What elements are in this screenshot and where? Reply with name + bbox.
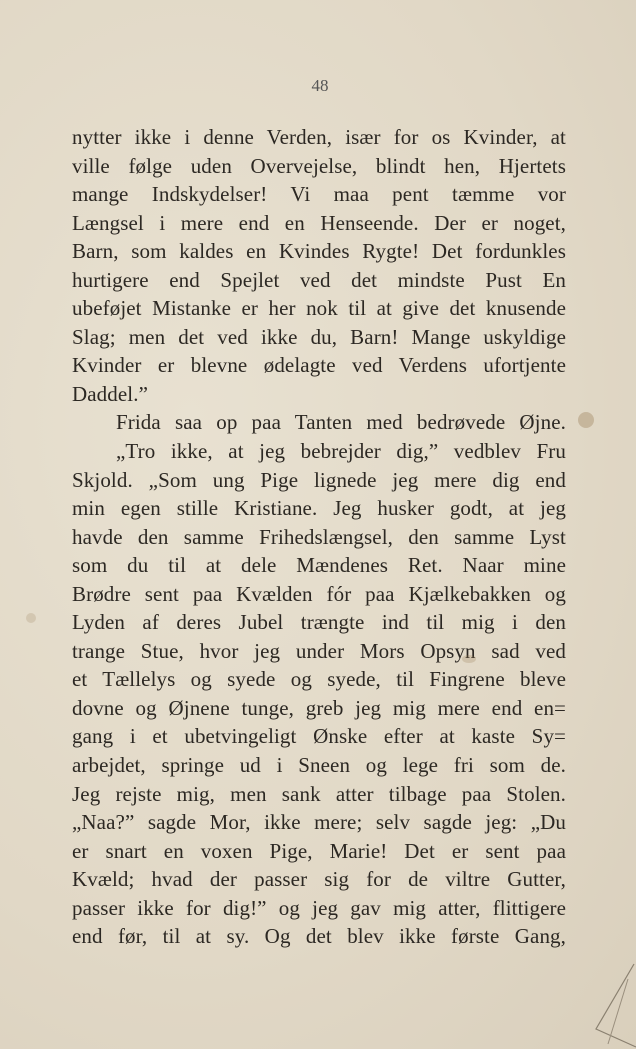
text-line: passer ikke for dig!” og jeg gav mig atter, flittigere	[72, 895, 566, 920]
body-text	[72, 123, 566, 951]
text-line: Jeg rejste mig, men sank atter tilbage paa Stolen.	[72, 781, 566, 806]
text-line: Kvinder er blevne ødelagte ved Verdens ufortjente	[72, 353, 566, 378]
text-line: arbejdet, springe ud i Sneen og lege fri som de.	[72, 753, 566, 778]
text-line: et Tællelys og syede og syede, til Fingrene bleve	[72, 667, 566, 692]
text-line: Brødre sent paa Kvælden fór paa Kjælkebakken og	[72, 581, 566, 606]
text-line: Frida saa op paa Tanten med bedrøvede Øjne.	[116, 410, 566, 435]
paper-stain	[26, 613, 36, 623]
text-line: nytter ikke i denne Verden, især for os Kvinder, at	[72, 125, 566, 149]
text-line: er snart en voxen Pige, Marie! Det er sent paa	[72, 838, 566, 863]
text-line: hurtigere end Spejlet ved det mindste Pust En	[72, 267, 566, 292]
text-line: gang i et ubetvingeligt Ønske efter at kaste Sy=	[72, 724, 566, 749]
text-line: trange Stue, hvor jeg under Mors Opsyn sad ved	[72, 638, 566, 663]
text-line: Længsel i mere end en Henseende. Der er noget,	[72, 210, 566, 235]
text-line: ville følge uden Overvejelse, blindt hen, Hjertets	[72, 153, 566, 178]
text-line: Slag; men det ved ikke du, Barn! Mange uskyldige	[72, 324, 566, 349]
paper-stain	[462, 655, 476, 663]
text-line: ubeføjet Mistanke er her nok til at give det knusende	[72, 296, 566, 321]
text-line: Daddel.”	[72, 381, 149, 406]
text-line: min egen stille Kristiane. Jeg husker godt, at jeg	[72, 496, 566, 521]
paper-stain	[578, 412, 594, 428]
text-line: Lyden af deres Jubel trængte ind til mig i den	[72, 610, 566, 635]
text-line: „Tro ikke, at jeg bebrejder dig,” vedblev Fru	[116, 439, 566, 464]
text-line: mange Indskydelser! Vi maa pent tæmme vor	[72, 182, 566, 207]
text-line: end før, til at sy. Og det blev ikke første Gang,	[72, 924, 566, 949]
text-line: „Naa?” sagde Mor, ikke mere; selv sagde jeg: „Du	[72, 810, 566, 835]
text-line: dovne og Øjnene tunge, greb jeg mig mere end en=	[72, 695, 566, 720]
page-corner-fold	[576, 959, 636, 1049]
text-line: havde den samme Frihedslængsel, den samme Lyst	[72, 524, 566, 549]
text-line: Skjold. „Som ung Pige lignede jeg mere dig end	[72, 467, 566, 492]
text-line: Kvæld; hvad der passer sig for de viltre Gutter,	[72, 867, 566, 892]
page-number: 48	[311, 76, 329, 95]
text-line: Barn, som kaldes en Kvindes Rygte! Det fordunkles	[72, 239, 566, 264]
text-line: som du til at dele Mændenes Ret. Naar mine	[72, 553, 566, 578]
